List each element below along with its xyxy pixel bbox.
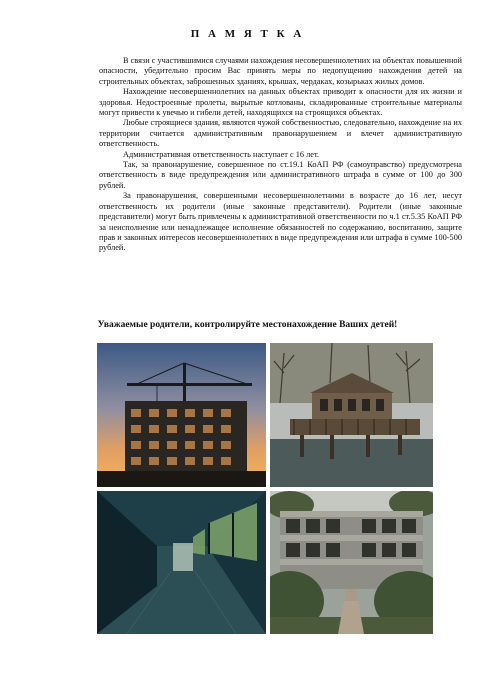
construction-site-photo xyxy=(97,343,266,487)
parents-slogan: Уважаемые родители, контролируйте местонахождение Ваших детей! xyxy=(97,320,398,330)
memo-body xyxy=(99,56,462,254)
memo-paragraph: Так, за правонарушение, совершенное по ст.19.1 КоАП РФ (самоуправство) предусмотрена ответственность в виде предупреждения или административного штрафа в сумме от 100 до 300 рублей. xyxy=(99,160,462,190)
memo-paragraph: Любые строящиеся здания, являются чужой собственностью, следовательно, нахождение на их территории считается административным правонарушением и влечет административную ответственность. xyxy=(99,118,462,149)
memo-paragraph: Нахождение несовершеннолетних на данных объектах приводит к опасности для их жизни и здоровья. Недостроенные пролеты, вырытые котлованы, складированные строительные материалы могут привести к увечью и гибели детей, находящихся на строящихся объектах. xyxy=(99,87,462,118)
memo-paragraph: Административная ответственность наступает с 16 лет. xyxy=(123,149,320,159)
abandoned-lake-house-photo xyxy=(270,343,433,487)
memo-paragraph: За правонарушения, совершенными несовершеннолетними в возрасте до 16 лет, несут ответственность их родители (иные законные представители). Родители (иные законные представители) могут быть привлечены к административной ответственности по ч.1 ст.5.35 КоАП РФ за неисполнение или ненадлежащее исполнение обязанностей по содержанию, воспитанию, защите прав и законных интересов несовершеннолетних в виде предупреждения или штрафа в сумме 100-500 рублей. xyxy=(99,191,462,253)
memo-title: П А М Я Т К А xyxy=(190,28,305,40)
abandoned-concrete-building-photo xyxy=(270,491,433,634)
abandoned-corridor-photo xyxy=(97,491,266,634)
memo-paragraph: В связи с участившимися случаями нахождения несовершеннолетних на объектах повышенной опасности, убедительно просим Вас принять меры по недопущению нахождения детей на строительных объектах, заброшенных зданиях, крышах, чердаках, козырьках жилых домов. xyxy=(99,56,462,86)
